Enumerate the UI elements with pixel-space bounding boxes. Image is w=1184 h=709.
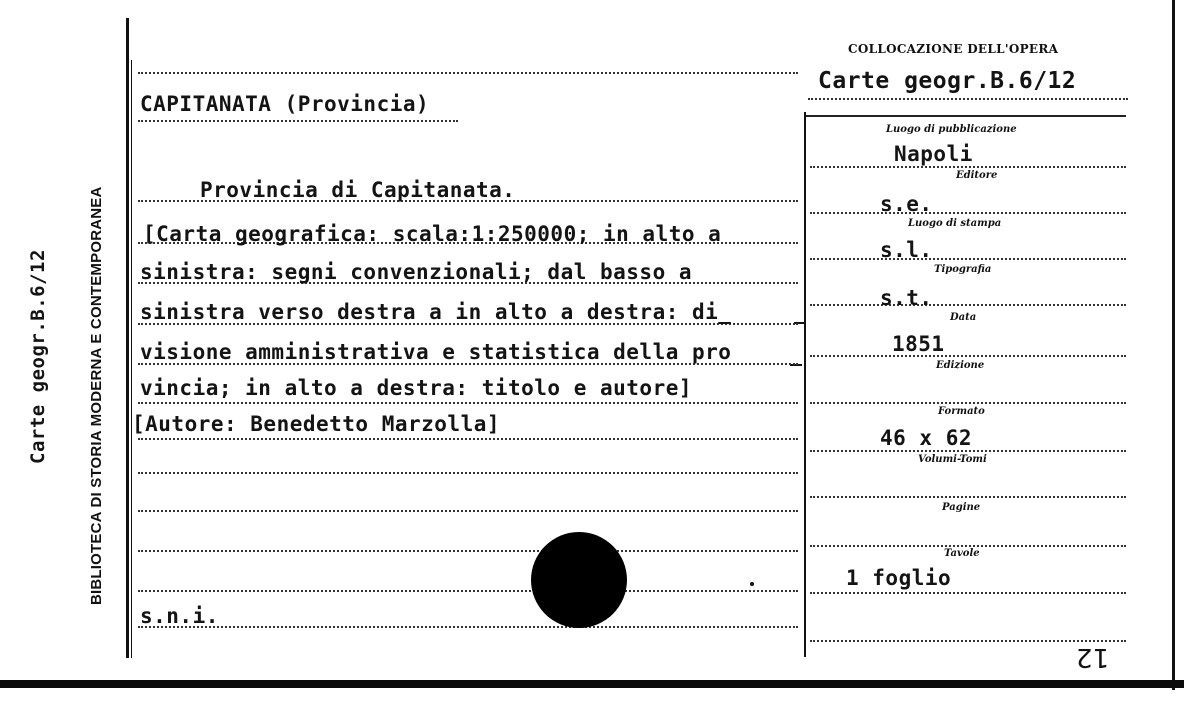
plates-value: 1 foglio xyxy=(846,566,952,590)
rule xyxy=(810,258,1126,260)
rule xyxy=(138,510,798,512)
pages-label: Pagine xyxy=(942,502,981,513)
rule xyxy=(810,592,1126,594)
shelfmark-vertical: Carte geogr.B.6/12 xyxy=(27,249,49,464)
location-value: Carte geogr.B.6/12 xyxy=(818,68,1077,94)
fields-column-rule xyxy=(804,112,806,657)
left-margin-rule xyxy=(126,18,129,658)
entry-title: Provincia di Capitanata. xyxy=(200,178,516,202)
edition-label: Edizione xyxy=(936,360,985,371)
rule xyxy=(138,120,458,122)
rule xyxy=(138,590,798,592)
desc-line: [Autore: Benedetto Marzolla] xyxy=(132,412,501,436)
print-place-label: Luogo di stampa xyxy=(908,218,1002,229)
entry-footer: s.n.i. xyxy=(140,604,219,628)
place-value: Napoli xyxy=(894,142,973,166)
right-edge-rule xyxy=(1172,0,1175,690)
rule xyxy=(138,438,798,440)
publisher-label: Editore xyxy=(956,170,998,181)
rule xyxy=(810,450,1126,452)
publisher-value: s.e. xyxy=(880,192,933,216)
rule xyxy=(138,550,798,552)
desc-line: sinistra: segni convenzionali; dal basso a xyxy=(140,260,693,284)
location-label: COLLOCAZIONE DELL'OPERA xyxy=(848,42,1059,56)
ink-dot xyxy=(750,582,754,586)
rule xyxy=(808,98,1128,100)
desc-line: sinistra verso destra a in alto a destra: di_ xyxy=(140,300,732,324)
print-place-value: s.l. xyxy=(880,238,933,262)
rule xyxy=(810,402,1126,404)
rule xyxy=(138,472,798,474)
rule xyxy=(138,626,798,628)
date-label: Data xyxy=(950,312,977,323)
rule xyxy=(810,496,1126,498)
rule xyxy=(138,402,798,404)
rule xyxy=(810,355,1126,357)
card-bottom-edge xyxy=(0,680,1184,688)
printer-value: s.t. xyxy=(880,286,933,310)
punch-hole xyxy=(531,532,627,628)
entry-heading: CAPITANATA (Provincia) xyxy=(140,92,430,116)
desc-line: vincia; in alto a destra: titolo e autore] xyxy=(140,376,693,400)
desc-line: [Carta geografica: scala:1:250000; in alto a xyxy=(143,222,722,246)
desc-line: visione amministrativa e statistica della pro xyxy=(140,340,732,364)
date-value: 1851 xyxy=(892,332,945,356)
rule xyxy=(138,72,798,74)
corner-mark: 12 xyxy=(1076,642,1110,672)
rule xyxy=(810,166,1126,168)
fields-top-rule xyxy=(806,115,1126,117)
format-value: 46 x 62 xyxy=(880,426,973,450)
library-name: BIBLIOTECA DI STORIA MODERNA E CONTEMPORANEA xyxy=(88,186,105,605)
rule xyxy=(810,545,1126,547)
printer-label: Tipografia xyxy=(934,264,992,275)
plates-label: Tavole xyxy=(944,548,980,559)
rule xyxy=(810,304,1126,306)
volumes-label: Volumi-Tomi xyxy=(918,454,987,465)
place-label: Luogo di pubblicazione xyxy=(886,124,1017,135)
format-label: Formato xyxy=(938,406,985,417)
left-margin-rule-inner xyxy=(131,60,132,658)
rule xyxy=(810,212,1126,214)
